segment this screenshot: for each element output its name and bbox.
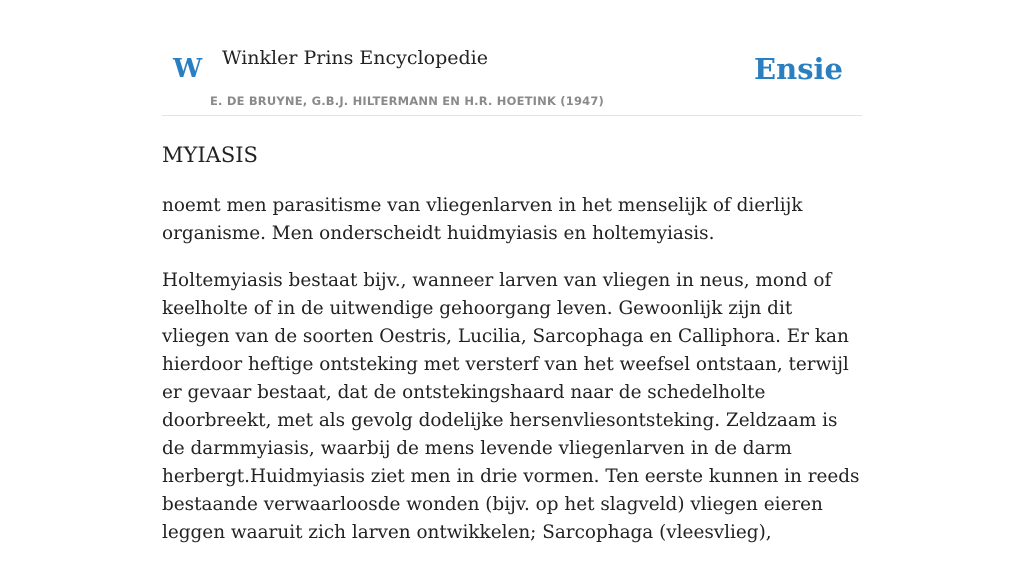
encyclopedia-header bbox=[162, 0, 862, 116]
article-headword: MYIASIS bbox=[162, 143, 258, 167]
winkler-prins-logo[interactable]: W bbox=[173, 54, 203, 84]
encyclopedia-title[interactable]: Winkler Prins Encyclopedie bbox=[222, 47, 488, 69]
article-paragraph: noemt men parasitisme van vliegenlarven in het menselijk of dierlijk organisme. Men onderscheidt huidmyiasis en holtemyiasis. bbox=[162, 195, 803, 244]
article-body bbox=[162, 192, 862, 566]
article-paragraph: Holtemyiasis bestaat bijv., wanneer larven van vliegen in neus, mond of keelholte of in de uitwendige gehoorgang leven. Gewoonlijk zijn dit vliegen van de soorten Oestris, Lucilia, Sarcophaga en Calliphora. Er kan hierdoor heftige ontsteking met versterf van het weefsel ontstaan, terwijl er gevaar bestaat, dat de ontstekingshaard naar de schedelholte doorbreekt, met als gevolg dodelijke hersenvliesontsteking. Zeldzaam is de darmmyiasis, waarbij de mens levende vliegenlarven in de darm herbergt.Huidmyiasis ziet men in drie vormen. Ten eerste kunnen in reeds bestaande verwaarloosde wonden (bijv. op het slagveld) vliegen eieren leggen waaruit zich larven ontwikkelen; Sarcophaga (vleesvlieg), bbox=[162, 270, 860, 543]
ensie-logo[interactable]: Ensie bbox=[754, 52, 843, 86]
encyclopedia-authors: E. DE BRUYNE, G.B.J. HILTERMANN EN H.R. HOETINK (1947) bbox=[210, 94, 605, 108]
